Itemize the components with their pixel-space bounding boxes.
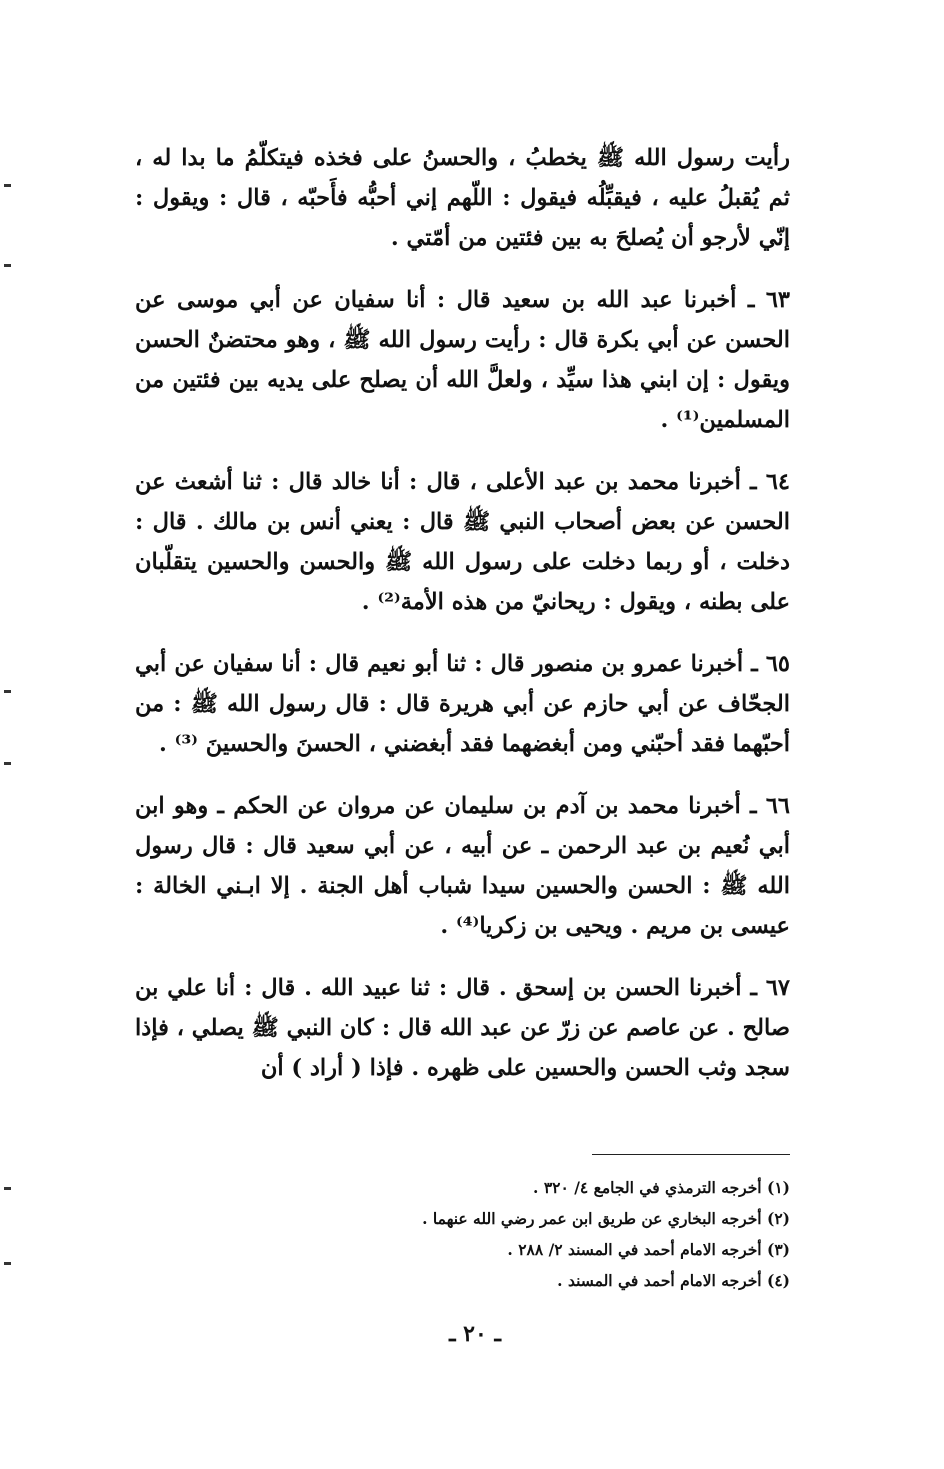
hadith-64: ٦٤ ـ أخبرنا محمد بن عبد الأعلى ، قال : أنا خالد قال : ثنا أشعث عن الحسن عن بعض أصحاب النبي ﷺ قال : يعني أنس بن مالك . قال : دخلت ، أو ربما دخلت على رسول الله ﷺ والحسن والحسين يتقلّبان على بطنه ، ويقول : ريحانيّ من هذه الأمة⁽²⁾ . [135, 469, 790, 615]
scan-margin-mark [4, 1187, 11, 1190]
scan-margin-mark [4, 264, 11, 267]
page-number: ـ ٢٠ ـ [449, 1321, 501, 1347]
scan-margin-mark [4, 762, 11, 765]
scan-margin-mark [4, 1262, 11, 1265]
main-text [135, 138, 790, 1088]
footnote-divider [592, 1154, 790, 1155]
hadith-67: ٦٧ ـ أخبرنا الحسن بن إسحق . قال : ثنا عبيد الله . قال : أنا علي بن صالح . عن عاصم عن زرّ عن عبد الله قال : كان النبي ﷺ يصلي ، فإذا سجد وثب الحسن والحسين على ظهره . فإذا ( أراد ) أن [135, 975, 790, 1081]
paragraph-intro: رأيت رسول الله ﷺ يخطبُ ، والحسنُ على فخذه فيتكلّمُ ما بدا له ، ثم يُقبلُ عليه ، فيقبِّلُه فيقول : اللّهم إني أحبُّه فأَحبّه ، قال : ويقول : إنّي لأرجو أن يُصلحَ به بين فئتين من أمّتي . [135, 145, 790, 251]
scan-margin-mark [4, 690, 11, 693]
scan-margin-mark [4, 184, 11, 187]
hadith-65: ٦٥ ـ أخبرنا عمرو بن منصور قال : ثنا أبو نعيم قال : أنا سفيان عن أبي الجحّاف عن أبي حازم عن أبي هريرة قال : قال رسول الله ﷺ : من أحبّهما فقد أحبّني ومن أبغضهما فقد أبغضني ، الحسنَ والحسينَ ⁽³⁾ . [135, 651, 790, 757]
footnote-2: (٢) أخرجه البخاري عن طريق ابن عمر رضي الله عنهما . [422, 1209, 790, 1228]
hadith-66: ٦٦ ـ أخبرنا محمد بن آدم بن سليمان عن مروان عن الحكم ـ وهو ابن أبي نُعيم بن عبد الرحمن ـ عن أبيه ، عن أبي سعيد قال : قال رسول الله ﷺ : الحسن والحسين سيدا شباب أهل الجنة . إلا ابـني الخالة : عيسى بن مريم . ويحيى بن زكريا⁽⁴⁾ . [135, 793, 790, 939]
footnote-3: (٣) أخرجه الامام أحمد في المسند ٢/ ٢٨٨ . [507, 1240, 790, 1259]
footnotes [330, 1172, 790, 1296]
footnote-4: (٤) أخرجه الامام أحمد في المسند . [557, 1271, 790, 1290]
hadith-63: ٦٣ ـ أخبرنا عبد الله بن سعيد قال : أنا سفيان عن أبي موسى عن الحسن عن أبي بكرة قال : رأيت رسول الله ﷺ ، وهو محتضنٌ الحسن ويقول : إن ابني هذا سيِّد ، ولعلَّ الله أن يصلح على يديه بين فئتين من المسلمين⁽¹⁾ . [135, 287, 790, 433]
footnote-1: (١) أخرجه الترمذي في الجامع ٤/ ٣٢٠ . [533, 1178, 790, 1197]
